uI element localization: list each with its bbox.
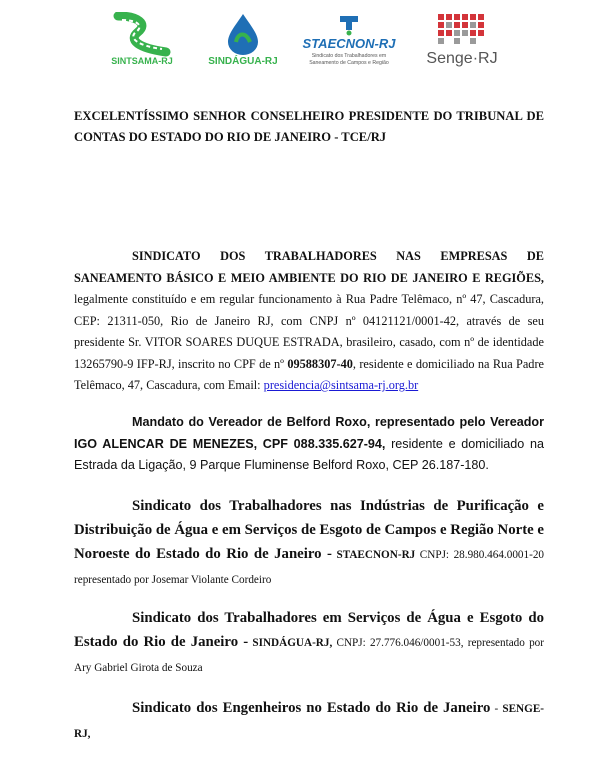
- senge-name: Sindicato dos Engenheiros no Estado do Rio de Janeiro: [132, 700, 491, 716]
- sindagua-logo: [202, 12, 284, 74]
- faucet-icon: [300, 12, 398, 36]
- paragraph-sindagua: [74, 606, 544, 680]
- water-drop-icon: [202, 12, 284, 56]
- sindagua-caption: SINDÁGUA-RJ: [208, 56, 278, 67]
- staecnon-subtitle-1: Sindicato dos Trabalhadores em: [311, 53, 387, 59]
- senge-caption: Senge·RJ: [426, 50, 498, 67]
- staecnon-logo: [300, 12, 398, 74]
- sintsama-logo: [108, 12, 176, 74]
- sindagua-details: CNPJ: 27.776.046/0001-53, representado por Ary Gabriel Girota de Souza: [74, 637, 545, 674]
- dot-grid-icon: [420, 12, 504, 52]
- paragraph-staecnon: [74, 494, 544, 592]
- sindagua-name: Sindicato dos Trabalhadores em Serviços de Água e Esgoto do Estado do Rio de Janeiro -: [74, 610, 544, 650]
- staecnon-caption: STAECNON-RJ: [302, 36, 396, 51]
- paragraph-sintsama: [74, 246, 544, 397]
- senge-acronym: SENGE-RJ,: [74, 703, 545, 740]
- senge-dash: -: [490, 703, 503, 715]
- addressee-line-1: EXCELENTÍSSIMO SENHOR CONSELHEIRO PRESIDENTE DO TRIBUNAL DE: [74, 109, 544, 123]
- staecnon-subtitle-2: Saneamento de Campos e Região: [309, 60, 389, 66]
- sintsama-cpf: 09588307-40: [287, 356, 353, 371]
- sindagua-acronym: SINDÁGUA-RJ,: [248, 637, 333, 649]
- staecnon-name: Sindicato dos Trabalhadores nas Indústrias de Purificação e Distribuição de Água e em Serviços de Esgoto de Campos e Região Norte e Noroeste do Estado do Rio de Janeiro -: [74, 498, 544, 562]
- email-link[interactable]: presidencia@sintsama-rj.org.br: [263, 378, 419, 392]
- sintsama-name: SINDICATO DOS TRABALHADORES NAS EMPRESAS DE SANEAMENTO BÁSICO E MEIO AMBIENTE DO RIO DE JANEIRO E REGIÕES,: [74, 249, 544, 285]
- addressee-line-2: CONTAS DO ESTADO DO RIO DE JANEIRO - TCE/RJ: [74, 130, 387, 144]
- staecnon-details: CNPJ: 28.980.464.0001-20 representado por Josemar Violante Cordeiro: [74, 549, 545, 586]
- mandato-name: Mandato do Vereador de Belford Roxo, representado pelo Vereador IGO ALENCAR DE MENEZES, CPF 088.335.627-94,: [74, 415, 544, 451]
- logo-bar: [0, 12, 602, 74]
- staecnon-acronym: STAECNON-RJ: [331, 549, 416, 561]
- sintsama-address: , residente e domiciliado na Rua Padre Telêmaco, 47, Cascadura, com Email:: [74, 356, 544, 392]
- mandato-address: residente e domiciliado na Estrada da Ligação, 9 Parque Fluminense Belford Roxo, CEP 26.187-180.: [74, 436, 544, 472]
- addressee-header: [74, 106, 544, 148]
- senge-logo: [420, 12, 504, 74]
- paragraph-senge: [74, 696, 544, 746]
- sintsama-caption: SINTSAMA-RJ: [111, 56, 173, 66]
- road-icon: [108, 12, 176, 58]
- sintsama-details: legalmente constituído e em regular funcionamento à Rua Padre Telêmaco, nº 47, Cascadura, CEP: 21311-050, Rio de Janeiro RJ, com CNPJ nº 04121121/0001-42, através de seu presidente Sr. VITOR SOARES DUQUE ESTRADA, brasileiro, casado, com nº de identidade 13265790-9 IFP-RJ, inscrito no CPF de nº: [74, 292, 544, 371]
- paragraph-mandato: [74, 412, 544, 477]
